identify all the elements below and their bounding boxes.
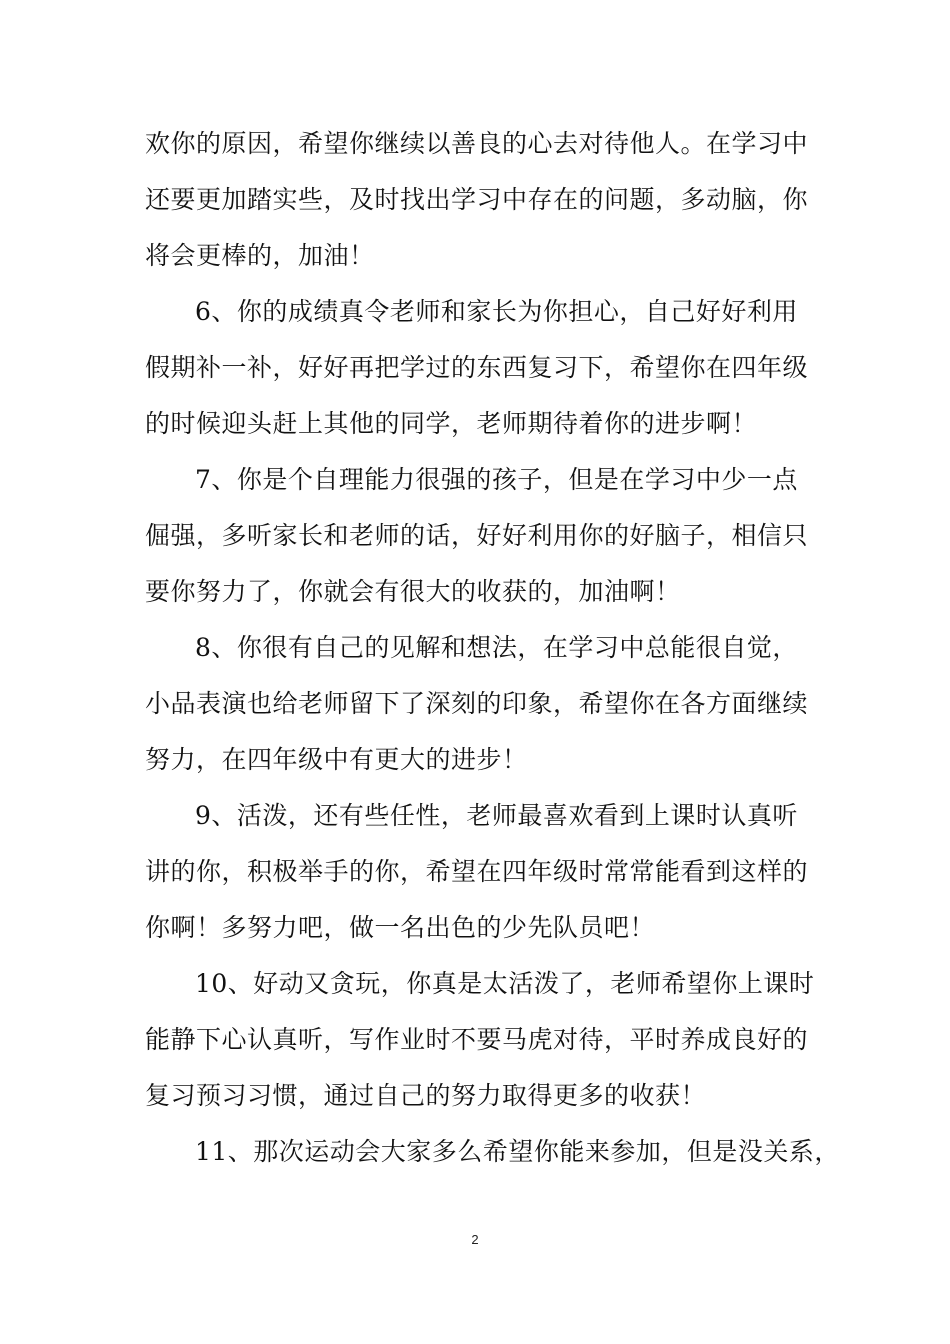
text-line: 假期补一补，好好再把学过的东西复习下，希望你在四年级 xyxy=(145,353,809,382)
text-line: 努力，在四年级中有更大的进步！ xyxy=(145,745,528,774)
text-line: 的时候迎头赶上其他的同学，老师期待着你的进步啊！ xyxy=(145,409,758,438)
text-line: 倔强，多听家长和老师的话，好好利用你的好脑子，相信只 xyxy=(145,521,809,550)
paragraph-6-start: 6、你的成绩真令老师和家长为你担心，自己好好利用 xyxy=(195,297,798,326)
text-line: 讲的你，积极举手的你，希望在四年级时常常能看到这样的 xyxy=(145,857,809,886)
text-line: 将会更棒的，加油！ xyxy=(145,241,375,270)
paragraph-9-start: 9、活泼，还有些任性，老师最喜欢看到上课时认真听 xyxy=(195,801,798,830)
paragraph-7-start: 7、你是个自理能力很强的孩子，但是在学习中少一点 xyxy=(195,465,798,494)
text-line: 还要更加踏实些，及时找出学习中存在的问题，多动脑，你 xyxy=(145,185,809,214)
paragraph-10-start: 10、好动又贪玩，你真是太活泼了，老师希望你上课时 xyxy=(195,969,815,998)
paragraph-8-start: 8、你很有自己的见解和想法，在学习中总能很自觉， xyxy=(195,633,798,662)
text-line: 欢你的原因，希望你继续以善良的心去对待他人。在学习中 xyxy=(145,129,809,158)
body-text xyxy=(145,116,840,1180)
text-line: 能静下心认真听，写作业时不要马虎对待，平时养成良好的 xyxy=(145,1025,809,1054)
text-line: 要你努力了，你就会有很大的收获的，加油啊！ xyxy=(145,577,681,606)
text-line: 复习预习习惯，通过自己的努力取得更多的收获！ xyxy=(145,1081,707,1110)
text-line: 小品表演也给老师留下了深刻的印象，希望你在各方面继续 xyxy=(145,689,809,718)
paragraph-11-start: 11、那次运动会大家多么希望你能来参加，但是没关系， xyxy=(195,1137,840,1166)
page-number: 2 xyxy=(471,1232,479,1247)
text-line: 你啊！多努力吧，做一名出色的少先队员吧！ xyxy=(145,913,656,942)
